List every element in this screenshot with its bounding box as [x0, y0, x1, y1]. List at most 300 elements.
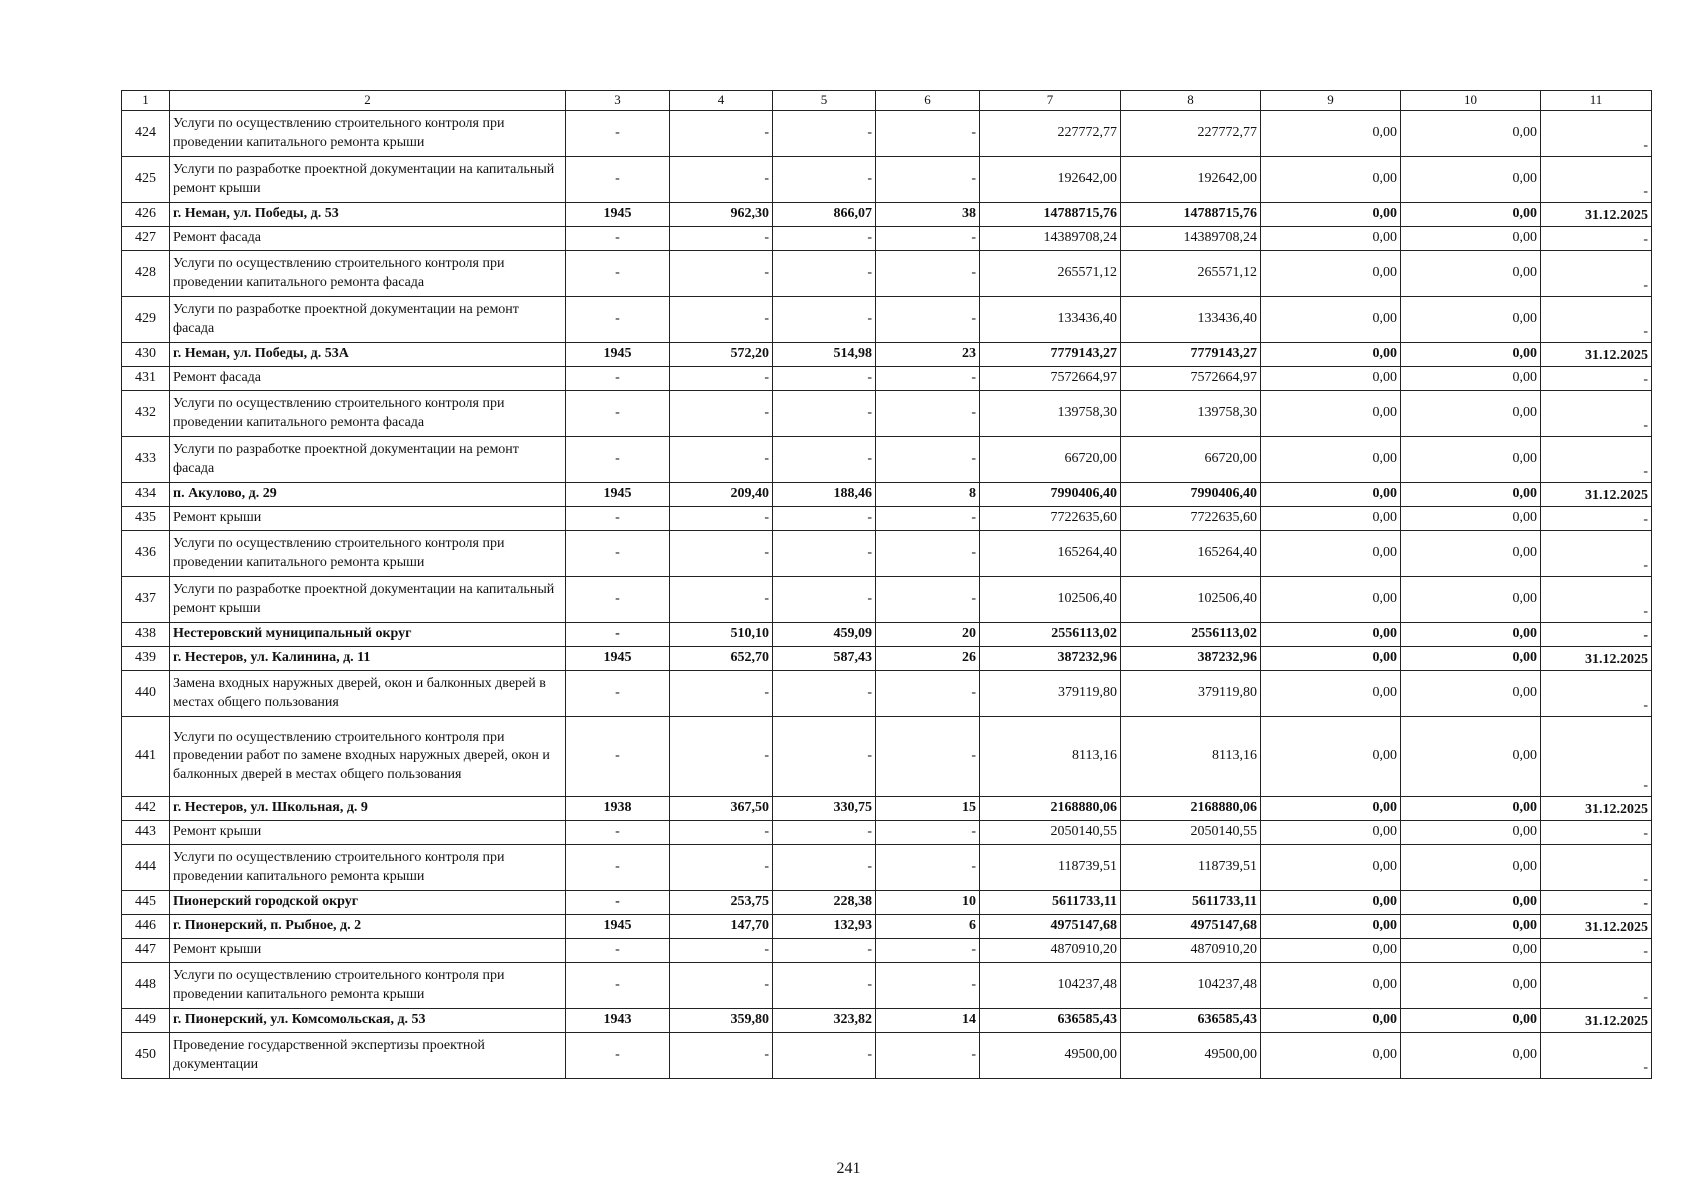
area-total-cell: 147,70: [670, 915, 773, 939]
cost-total-cell: 139758,30: [980, 391, 1121, 437]
table-body: [122, 91, 1652, 1079]
deadline-cell: -: [1541, 531, 1652, 577]
cost-budget-cell: 0,00: [1261, 671, 1401, 717]
cost-budget-cell: 0,00: [1261, 915, 1401, 939]
deadline-cell: -: [1541, 821, 1652, 845]
deadline-cell: -: [1541, 891, 1652, 915]
row-number-cell: 448: [122, 963, 170, 1009]
cost-budget-cell: 0,00: [1261, 717, 1401, 797]
residents-cell: -: [876, 821, 980, 845]
year-cell: -: [566, 845, 670, 891]
area-total-cell: -: [670, 157, 773, 203]
cost-total-cell: 102506,40: [980, 577, 1121, 623]
table-row: [122, 717, 1652, 797]
year-cell: -: [566, 717, 670, 797]
deadline-cell: 31.12.2025: [1541, 647, 1652, 671]
area-total-cell: -: [670, 939, 773, 963]
cost-budget-cell: 0,00: [1261, 623, 1401, 647]
area-total-cell: -: [670, 297, 773, 343]
row-name-cell: Ремонт крыши: [170, 507, 566, 531]
row-name-cell: п. Акулово, д. 29: [170, 483, 566, 507]
row-number-cell: 428: [122, 251, 170, 297]
cost-fund-cell: 139758,30: [1121, 391, 1261, 437]
area-living-cell: -: [773, 821, 876, 845]
cost-total-cell: 2556113,02: [980, 623, 1121, 647]
row-number-cell: 433: [122, 437, 170, 483]
row-number-cell: 449: [122, 1009, 170, 1033]
cost-owners-cell: 0,00: [1401, 671, 1541, 717]
column-header: 10: [1401, 91, 1541, 111]
page-number: 241: [836, 1160, 861, 1177]
row-number-cell: 435: [122, 507, 170, 531]
row-name-cell: Проведение государственной экспертизы проектной документации: [170, 1033, 566, 1079]
cost-fund-cell: 379119,80: [1121, 671, 1261, 717]
deadline-cell: -: [1541, 507, 1652, 531]
area-living-cell: -: [773, 111, 876, 157]
cost-owners-cell: 0,00: [1401, 111, 1541, 157]
column-header: 3: [566, 91, 670, 111]
deadline-cell: 31.12.2025: [1541, 1009, 1652, 1033]
row-number-cell: 438: [122, 623, 170, 647]
row-name-cell: Услуги по разработке проектной документации на капитальный ремонт крыши: [170, 157, 566, 203]
area-total-cell: -: [670, 845, 773, 891]
column-header: 6: [876, 91, 980, 111]
area-total-cell: 962,30: [670, 203, 773, 227]
cost-total-cell: 14389708,24: [980, 227, 1121, 251]
area-living-cell: -: [773, 437, 876, 483]
row-name-cell: Ремонт крыши: [170, 939, 566, 963]
year-cell: 1945: [566, 483, 670, 507]
cost-fund-cell: 387232,96: [1121, 647, 1261, 671]
deadline-cell: 31.12.2025: [1541, 203, 1652, 227]
cost-total-cell: 7722635,60: [980, 507, 1121, 531]
row-number-cell: 429: [122, 297, 170, 343]
row-name-cell: Услуги по осуществлению строительного контроля при проведении работ по замене входных наружных дверей, окон и балконных дверей в местах общего пользования: [170, 717, 566, 797]
cost-budget-cell: 0,00: [1261, 111, 1401, 157]
cost-fund-cell: 104237,48: [1121, 963, 1261, 1009]
area-total-cell: 209,40: [670, 483, 773, 507]
deadline-cell: -: [1541, 623, 1652, 647]
area-total-cell: -: [670, 717, 773, 797]
row-number-cell: 426: [122, 203, 170, 227]
cost-owners-cell: 0,00: [1401, 891, 1541, 915]
row-number-cell: 446: [122, 915, 170, 939]
deadline-cell: -: [1541, 845, 1652, 891]
table-row: [122, 251, 1652, 297]
row-name-cell: Услуги по осуществлению строительного контроля при проведении капитального ремонта крыши: [170, 963, 566, 1009]
cost-owners-cell: 0,00: [1401, 915, 1541, 939]
residents-cell: -: [876, 251, 980, 297]
year-cell: 1945: [566, 915, 670, 939]
area-living-cell: -: [773, 157, 876, 203]
row-name-cell: Услуги по осуществлению строительного контроля при проведении капитального ремонта крыши: [170, 845, 566, 891]
area-living-cell: 330,75: [773, 797, 876, 821]
table-row: [122, 623, 1652, 647]
capital-repair-table: [121, 90, 1652, 1079]
row-name-cell: г. Неман, ул. Победы, д. 53А: [170, 343, 566, 367]
cost-budget-cell: 0,00: [1261, 437, 1401, 483]
cost-total-cell: 387232,96: [980, 647, 1121, 671]
area-living-cell: 188,46: [773, 483, 876, 507]
area-living-cell: 866,07: [773, 203, 876, 227]
deadline-cell: -: [1541, 939, 1652, 963]
table-row: [122, 367, 1652, 391]
deadline-cell: -: [1541, 963, 1652, 1009]
row-number-cell: 434: [122, 483, 170, 507]
column-header: 8: [1121, 91, 1261, 111]
row-number-cell: 432: [122, 391, 170, 437]
table-row: [122, 821, 1652, 845]
year-cell: -: [566, 367, 670, 391]
cost-owners-cell: 0,00: [1401, 1033, 1541, 1079]
cost-owners-cell: 0,00: [1401, 531, 1541, 577]
cost-fund-cell: 4975147,68: [1121, 915, 1261, 939]
cost-total-cell: 8113,16: [980, 717, 1121, 797]
cost-fund-cell: 2050140,55: [1121, 821, 1261, 845]
residents-cell: -: [876, 1033, 980, 1079]
table-row: [122, 483, 1652, 507]
year-cell: -: [566, 251, 670, 297]
row-name-cell: г. Нестеров, ул. Калинина, д. 11: [170, 647, 566, 671]
year-cell: -: [566, 507, 670, 531]
cost-owners-cell: 0,00: [1401, 227, 1541, 251]
column-header: 5: [773, 91, 876, 111]
residents-cell: 23: [876, 343, 980, 367]
row-number-cell: 424: [122, 111, 170, 157]
year-cell: -: [566, 1033, 670, 1079]
area-total-cell: -: [670, 437, 773, 483]
residents-cell: -: [876, 297, 980, 343]
area-living-cell: -: [773, 963, 876, 1009]
column-header: 9: [1261, 91, 1401, 111]
table-row: [122, 647, 1652, 671]
area-total-cell: 359,80: [670, 1009, 773, 1033]
cost-owners-cell: 0,00: [1401, 343, 1541, 367]
table-row: [122, 845, 1652, 891]
deadline-cell: -: [1541, 577, 1652, 623]
area-living-cell: 132,93: [773, 915, 876, 939]
cost-fund-cell: 165264,40: [1121, 531, 1261, 577]
year-cell: -: [566, 157, 670, 203]
residents-cell: -: [876, 507, 980, 531]
cost-budget-cell: 0,00: [1261, 227, 1401, 251]
cost-owners-cell: 0,00: [1401, 251, 1541, 297]
residents-cell: 10: [876, 891, 980, 915]
residents-cell: -: [876, 367, 980, 391]
cost-fund-cell: 2168880,06: [1121, 797, 1261, 821]
cost-fund-cell: 66720,00: [1121, 437, 1261, 483]
area-living-cell: -: [773, 391, 876, 437]
deadline-cell: -: [1541, 251, 1652, 297]
row-name-cell: Пионерский городской округ: [170, 891, 566, 915]
cost-fund-cell: 7779143,27: [1121, 343, 1261, 367]
cost-total-cell: 7572664,97: [980, 367, 1121, 391]
area-total-cell: -: [670, 963, 773, 1009]
row-number-cell: 444: [122, 845, 170, 891]
cost-owners-cell: 0,00: [1401, 297, 1541, 343]
area-living-cell: -: [773, 577, 876, 623]
area-living-cell: 323,82: [773, 1009, 876, 1033]
area-living-cell: -: [773, 1033, 876, 1079]
table-row: [122, 671, 1652, 717]
cost-budget-cell: 0,00: [1261, 1009, 1401, 1033]
cost-fund-cell: 14389708,24: [1121, 227, 1261, 251]
cost-owners-cell: 0,00: [1401, 845, 1541, 891]
cost-budget-cell: 0,00: [1261, 297, 1401, 343]
table-row: [122, 797, 1652, 821]
area-total-cell: 652,70: [670, 647, 773, 671]
year-cell: -: [566, 821, 670, 845]
cost-total-cell: 49500,00: [980, 1033, 1121, 1079]
area-total-cell: -: [670, 391, 773, 437]
area-living-cell: -: [773, 227, 876, 251]
cost-budget-cell: 0,00: [1261, 963, 1401, 1009]
row-number-cell: 445: [122, 891, 170, 915]
cost-budget-cell: 0,00: [1261, 1033, 1401, 1079]
year-cell: -: [566, 531, 670, 577]
year-cell: 1945: [566, 343, 670, 367]
column-header: 2: [170, 91, 566, 111]
deadline-cell: -: [1541, 437, 1652, 483]
cost-total-cell: 2168880,06: [980, 797, 1121, 821]
cost-budget-cell: 0,00: [1261, 939, 1401, 963]
row-name-cell: Нестеровский муниципальный округ: [170, 623, 566, 647]
deadline-cell: -: [1541, 391, 1652, 437]
residents-cell: -: [876, 111, 980, 157]
table-row: [122, 297, 1652, 343]
residents-cell: -: [876, 845, 980, 891]
cost-budget-cell: 0,00: [1261, 483, 1401, 507]
residents-cell: 15: [876, 797, 980, 821]
column-number-row: [122, 91, 1652, 111]
area-total-cell: -: [670, 367, 773, 391]
cost-owners-cell: 0,00: [1401, 717, 1541, 797]
area-total-cell: 367,50: [670, 797, 773, 821]
cost-fund-cell: 7572664,97: [1121, 367, 1261, 391]
cost-fund-cell: 49500,00: [1121, 1033, 1261, 1079]
cost-total-cell: 7990406,40: [980, 483, 1121, 507]
cost-total-cell: 227772,77: [980, 111, 1121, 157]
table-row: [122, 1033, 1652, 1079]
document-sheet: [121, 90, 1651, 1079]
cost-total-cell: 636585,43: [980, 1009, 1121, 1033]
row-number-cell: 436: [122, 531, 170, 577]
year-cell: -: [566, 963, 670, 1009]
row-name-cell: Услуги по осуществлению строительного контроля при проведении капитального ремонта крыши: [170, 531, 566, 577]
residents-cell: 20: [876, 623, 980, 647]
row-number-cell: 427: [122, 227, 170, 251]
year-cell: -: [566, 671, 670, 717]
residents-cell: -: [876, 671, 980, 717]
residents-cell: 14: [876, 1009, 980, 1033]
deadline-cell: -: [1541, 671, 1652, 717]
cost-total-cell: 165264,40: [980, 531, 1121, 577]
cost-owners-cell: 0,00: [1401, 647, 1541, 671]
residents-cell: -: [876, 531, 980, 577]
residents-cell: -: [876, 577, 980, 623]
area-total-cell: 510,10: [670, 623, 773, 647]
row-number-cell: 437: [122, 577, 170, 623]
row-name-cell: Услуги по осуществлению строительного контроля при проведении капитального ремонта крыши: [170, 111, 566, 157]
row-name-cell: г. Пионерский, п. Рыбное, д. 2: [170, 915, 566, 939]
cost-owners-cell: 0,00: [1401, 483, 1541, 507]
cost-fund-cell: 192642,00: [1121, 157, 1261, 203]
year-cell: -: [566, 891, 670, 915]
table-row: [122, 227, 1652, 251]
cost-owners-cell: 0,00: [1401, 577, 1541, 623]
cost-fund-cell: 5611733,11: [1121, 891, 1261, 915]
residents-cell: -: [876, 227, 980, 251]
year-cell: 1945: [566, 647, 670, 671]
cost-total-cell: 192642,00: [980, 157, 1121, 203]
cost-budget-cell: 0,00: [1261, 157, 1401, 203]
cost-budget-cell: 0,00: [1261, 203, 1401, 227]
row-number-cell: 425: [122, 157, 170, 203]
cost-owners-cell: 0,00: [1401, 797, 1541, 821]
year-cell: 1943: [566, 1009, 670, 1033]
row-name-cell: Ремонт крыши: [170, 821, 566, 845]
residents-cell: -: [876, 157, 980, 203]
deadline-cell: -: [1541, 157, 1652, 203]
year-cell: -: [566, 623, 670, 647]
row-name-cell: г. Неман, ул. Победы, д. 53: [170, 203, 566, 227]
deadline-cell: -: [1541, 227, 1652, 251]
deadline-cell: -: [1541, 717, 1652, 797]
column-header: 1: [122, 91, 170, 111]
cost-fund-cell: 4870910,20: [1121, 939, 1261, 963]
table-row: [122, 891, 1652, 915]
year-cell: 1945: [566, 203, 670, 227]
cost-budget-cell: 0,00: [1261, 367, 1401, 391]
row-name-cell: Замена входных наружных дверей, окон и балконных дверей в местах общего пользования: [170, 671, 566, 717]
cost-fund-cell: 7722635,60: [1121, 507, 1261, 531]
area-total-cell: -: [670, 531, 773, 577]
deadline-cell: -: [1541, 297, 1652, 343]
table-row: [122, 577, 1652, 623]
area-total-cell: -: [670, 821, 773, 845]
cost-fund-cell: 7990406,40: [1121, 483, 1261, 507]
area-total-cell: -: [670, 251, 773, 297]
cost-fund-cell: 14788715,76: [1121, 203, 1261, 227]
area-living-cell: -: [773, 507, 876, 531]
cost-total-cell: 4870910,20: [980, 939, 1121, 963]
deadline-cell: 31.12.2025: [1541, 483, 1652, 507]
residents-cell: -: [876, 939, 980, 963]
cost-budget-cell: 0,00: [1261, 821, 1401, 845]
area-living-cell: -: [773, 717, 876, 797]
area-total-cell: -: [670, 671, 773, 717]
cost-total-cell: 7779143,27: [980, 343, 1121, 367]
table-row: [122, 939, 1652, 963]
residents-cell: 26: [876, 647, 980, 671]
table-row: [122, 111, 1652, 157]
cost-owners-cell: 0,00: [1401, 391, 1541, 437]
row-name-cell: г. Нестеров, ул. Школьная, д. 9: [170, 797, 566, 821]
cost-total-cell: 265571,12: [980, 251, 1121, 297]
row-name-cell: Услуги по разработке проектной документации на ремонт фасада: [170, 437, 566, 483]
area-living-cell: -: [773, 367, 876, 391]
cost-fund-cell: 265571,12: [1121, 251, 1261, 297]
area-total-cell: -: [670, 227, 773, 251]
cost-total-cell: 14788715,76: [980, 203, 1121, 227]
residents-cell: 38: [876, 203, 980, 227]
year-cell: -: [566, 111, 670, 157]
area-total-cell: -: [670, 507, 773, 531]
area-total-cell: 572,20: [670, 343, 773, 367]
table-row: [122, 391, 1652, 437]
cost-fund-cell: 133436,40: [1121, 297, 1261, 343]
row-number-cell: 442: [122, 797, 170, 821]
cost-budget-cell: 0,00: [1261, 577, 1401, 623]
area-living-cell: -: [773, 251, 876, 297]
cost-budget-cell: 0,00: [1261, 391, 1401, 437]
cost-fund-cell: 8113,16: [1121, 717, 1261, 797]
cost-owners-cell: 0,00: [1401, 203, 1541, 227]
area-living-cell: -: [773, 845, 876, 891]
column-header: 4: [670, 91, 773, 111]
table-row: [122, 157, 1652, 203]
row-name-cell: г. Пионерский, ул. Комсомольская, д. 53: [170, 1009, 566, 1033]
area-living-cell: 459,09: [773, 623, 876, 647]
cost-fund-cell: 2556113,02: [1121, 623, 1261, 647]
area-total-cell: 253,75: [670, 891, 773, 915]
area-living-cell: 587,43: [773, 647, 876, 671]
cost-total-cell: 5611733,11: [980, 891, 1121, 915]
column-header: 11: [1541, 91, 1652, 111]
cost-owners-cell: 0,00: [1401, 623, 1541, 647]
row-number-cell: 441: [122, 717, 170, 797]
cost-total-cell: 133436,40: [980, 297, 1121, 343]
cost-owners-cell: 0,00: [1401, 507, 1541, 531]
cost-owners-cell: 0,00: [1401, 157, 1541, 203]
cost-budget-cell: 0,00: [1261, 343, 1401, 367]
cost-budget-cell: 0,00: [1261, 845, 1401, 891]
cost-total-cell: 2050140,55: [980, 821, 1121, 845]
cost-total-cell: 379119,80: [980, 671, 1121, 717]
area-total-cell: -: [670, 1033, 773, 1079]
row-name-cell: Услуги по разработке проектной документации на капитальный ремонт крыши: [170, 577, 566, 623]
cost-owners-cell: 0,00: [1401, 963, 1541, 1009]
deadline-cell: -: [1541, 111, 1652, 157]
cost-total-cell: 4975147,68: [980, 915, 1121, 939]
row-name-cell: Ремонт фасада: [170, 367, 566, 391]
residents-cell: 8: [876, 483, 980, 507]
table-row: [122, 507, 1652, 531]
row-number-cell: 443: [122, 821, 170, 845]
row-number-cell: 430: [122, 343, 170, 367]
deadline-cell: -: [1541, 1033, 1652, 1079]
cost-budget-cell: 0,00: [1261, 797, 1401, 821]
cost-owners-cell: 0,00: [1401, 939, 1541, 963]
row-name-cell: Услуги по осуществлению строительного контроля при проведении капитального ремонта фасада: [170, 391, 566, 437]
cost-total-cell: 118739,51: [980, 845, 1121, 891]
year-cell: -: [566, 939, 670, 963]
cost-budget-cell: 0,00: [1261, 891, 1401, 915]
deadline-cell: 31.12.2025: [1541, 797, 1652, 821]
deadline-cell: -: [1541, 367, 1652, 391]
row-number-cell: 450: [122, 1033, 170, 1079]
area-living-cell: -: [773, 531, 876, 577]
cost-budget-cell: 0,00: [1261, 507, 1401, 531]
cost-fund-cell: 102506,40: [1121, 577, 1261, 623]
table-row: [122, 1009, 1652, 1033]
row-number-cell: 447: [122, 939, 170, 963]
area-living-cell: -: [773, 939, 876, 963]
area-living-cell: 228,38: [773, 891, 876, 915]
year-cell: 1938: [566, 797, 670, 821]
row-number-cell: 431: [122, 367, 170, 391]
table-row: [122, 531, 1652, 577]
